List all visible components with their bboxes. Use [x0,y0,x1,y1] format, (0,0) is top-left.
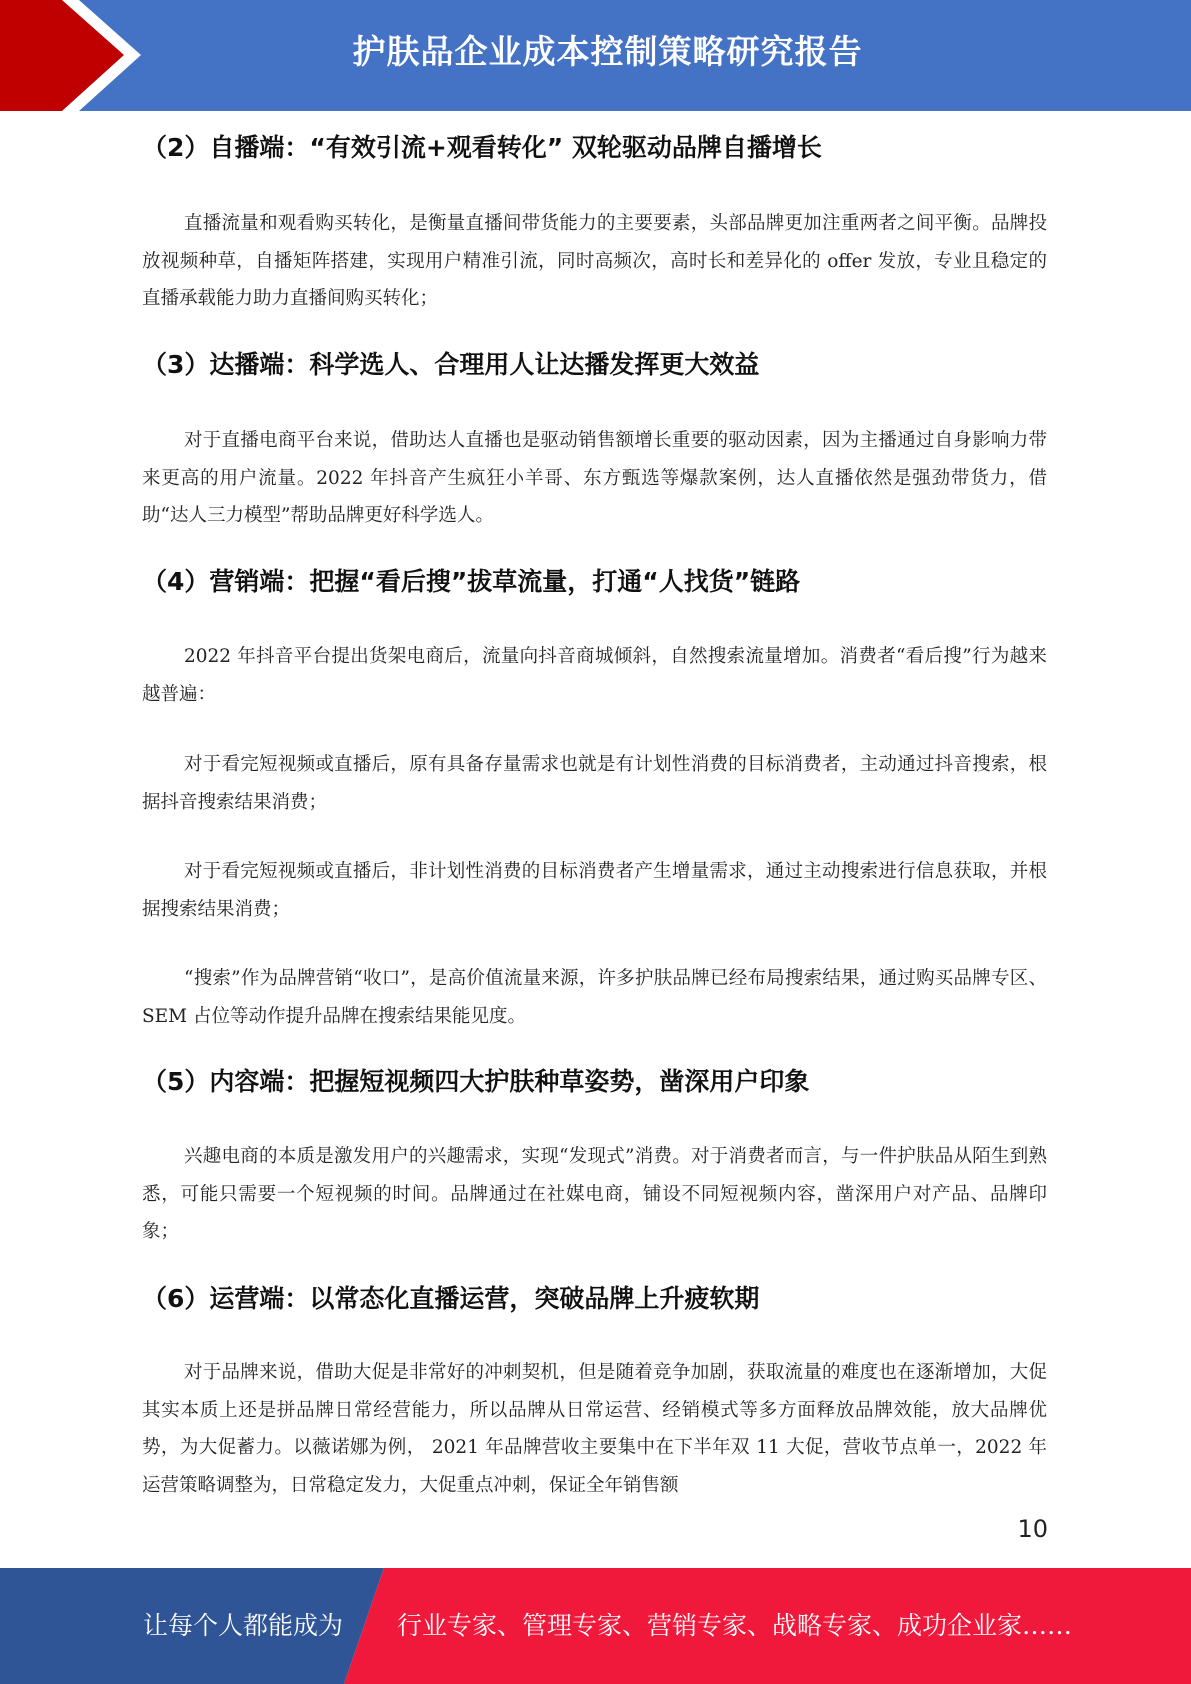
paragraph: 兴趣电商的本质是激发用户的兴趣需求，实现“发现式”消费。对于消费者而言，与一件护肤品从陌生到熟悉，可能只需要一个短视频的时间。品牌通过在社媒电商，铺设不同短视频内容，凿深用户对产品、品牌印象； [142,1146,1047,1242]
paragraph: “搜索”作为品牌营销“收口”，是高价值流量来源，许多护肤品牌已经布局搜索结果，通过购买品牌专区、SEM 占位等动作提升品牌在搜索结果能见度。 [142,968,1047,1027]
section-heading: （3）达播端：科学选人、合理用人让达播发挥更大效益 [142,350,760,379]
section-heading: （6）运营端：以常态化直播运营，突破品牌上升疲软期 [142,1284,760,1313]
page-number: 10 [1017,1515,1048,1543]
footer-slogan-left: 让每个人都能成为 [143,1611,344,1640]
section-heading: （5）内容端：把握短视频四大护肤种草姿势，凿深用户印象 [142,1067,810,1096]
paragraph: 对于看完短视频或直播后，非计划性消费的目标消费者产生增量需求，通过主动搜索进行信息获取，并根据搜索结果消费； [142,861,1047,920]
footer-slogan-right: 行业专家、管理专家、营销专家、战略专家、成功企业家…… [397,1611,1073,1640]
paragraph: 直播流量和观看购买转化，是衡量直播间带货能力的主要要素，头部品牌更加注重两者之间平衡。品牌投放视频种草，自播矩阵搭建，实现用户精准引流，同时高频次，高时长和差异化的 offer 发放，专业且稳定的直播承载能力助力直播间购买转化； [142,213,1047,309]
paragraph: 对于直播电商平台来说，借助达人直播也是驱动销售额增长重要的驱动因素，因为主播通过自身影响力带来更高的用户流量。2022 年抖音产生疯狂小羊哥、东方甄选等爆款案例，达人直播依然是强劲带货力，借助“达人三力模型”帮助品牌更好科学选人。 [142,430,1047,526]
page-footer [0,1568,1191,1684]
report-title: 护肤品企业成本控制策略研究报告 [352,32,863,71]
paragraph: 对于品牌来说，借助大促是非常好的冲刺契机，但是随着竞争加剧，获取流量的难度也在逐渐增加，大促其实本质上还是拼品牌日常经营能力，所以品牌从日常运营、经销模式等多方面释放品牌效能，放大品牌优势，为大促蓄力。以薇诺娜为例， 2021 年品牌营收主要集中在下半年双 11 大促，营收节点单一，2022 年运营策略调整为，日常稳定发力，大促重点冲刺，保证全年销售额 [142,1362,1047,1496]
paragraph: 对于看完短视频或直播后，原有具备存量需求也就是有计划性消费的目标消费者，主动通过抖音搜索，根据抖音搜索结果消费； [142,754,1047,813]
section-heading: （2）自播端：“有效引流+观看转化” 双轮驱动品牌自播增长 [142,133,822,162]
page-header [0,0,1191,111]
paragraph: 2022 年抖音平台提出货架电商后，流量向抖音商城倾斜，自然搜索流量增加。消费者“看后搜”行为越来越普遍： [142,646,1047,705]
section-heading: （4）营销端：把握“看后搜”拔草流量，打通“人找货”链路 [142,567,801,596]
